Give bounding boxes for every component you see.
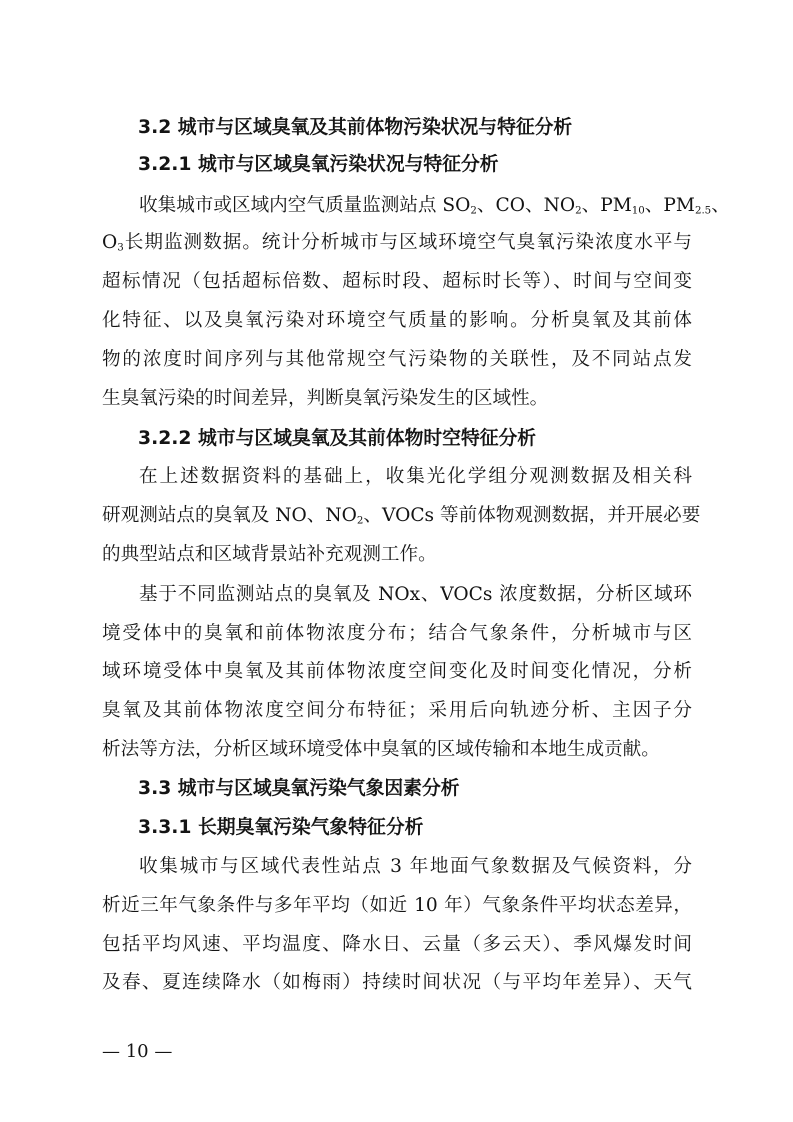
page-number: — 10 — xyxy=(102,1041,173,1062)
subsection-heading-3-2-2: 3.2.2 城市与区域臭氧及其前体物时空特征分析 xyxy=(138,428,537,449)
paragraph-line: 臭氧及其前体物浓度空间分布特征；采用后向轨迹分析、主因子分 xyxy=(102,700,692,721)
subsection-heading-3-2-1: 3.2.1 城市与区域臭氧污染状况与特征分析 xyxy=(138,154,499,175)
paragraph-line: 析近三年气象条件与多年平均（如近 10 年）气象条件平均状态差异， xyxy=(102,895,692,916)
paragraph-line: 超标情况（包括超标倍数、超标时段、超标时长等）、时间与空间变 xyxy=(102,271,692,292)
paragraph-line: 研观测站点的臭氧及 NO、$NO_2$、VOCs 等前体物观测数据，并开展必要 xyxy=(102,505,701,527)
paragraph-line: 物的浓度时间序列与其他常规空气污染物的关联性，及不同站点发 xyxy=(102,349,692,370)
paragraph-line: 收集城市或区域内空气质量监测站点 $SO_2$、CO、$NO_2$、$PM_{10}$、$PM_{2.5}$、 xyxy=(139,195,730,217)
paragraph-line: 包括平均风速、平均温度、降水日、云量（多云天）、季风爆发时间 xyxy=(102,934,692,955)
section-heading-3-2: 3.2 城市与区域臭氧及其前体物污染状况与特征分析 xyxy=(138,117,573,138)
paragraph-line: 域环境受体中臭氧及其前体物浓度空间变化及时间变化情况，分析 xyxy=(102,661,692,682)
paragraph-line: 收集城市与区域代表性站点 3 年地面气象数据及气候资料，分 xyxy=(139,856,692,877)
paragraph-line: $O_3$长期监测数据。统计分析城市与区域环境空气臭氧污染浓度水平与 xyxy=(102,232,692,254)
paragraph-line: 及春、夏连续降水（如梅雨）持续时间状况（与平均年差异）、天气 xyxy=(102,972,692,993)
paragraph-line: 生臭氧污染的时间差异，判断臭氧污染发生的区域性。 xyxy=(102,388,549,409)
paragraph-line: 境受体中的臭氧和前体物浓度分布；结合气象条件，分析城市与区 xyxy=(102,623,692,644)
paragraph-line: 在上述数据资料的基础上，收集光化学组分观测数据及相关科 xyxy=(139,466,692,487)
subsection-heading-3-3-1: 3.3.1 长期臭氧污染气象特征分析 xyxy=(138,817,424,838)
paragraph-line: 的典型站点和区域背景站补充观测工作。 xyxy=(102,544,437,565)
paragraph-line: 化特征、以及臭氧污染对环境空气质量的影响。分析臭氧及其前体 xyxy=(102,310,692,331)
paragraph-line: 析法等方法，分析区域环境受体中臭氧的区域传输和本地生成贡献。 xyxy=(102,739,660,760)
section-heading-3-3: 3.3 城市与区域臭氧污染气象因素分析 xyxy=(138,778,460,799)
paragraph-line: 基于不同监测站点的臭氧及 NOx、VOCs 浓度数据，分析区域环 xyxy=(139,584,692,605)
